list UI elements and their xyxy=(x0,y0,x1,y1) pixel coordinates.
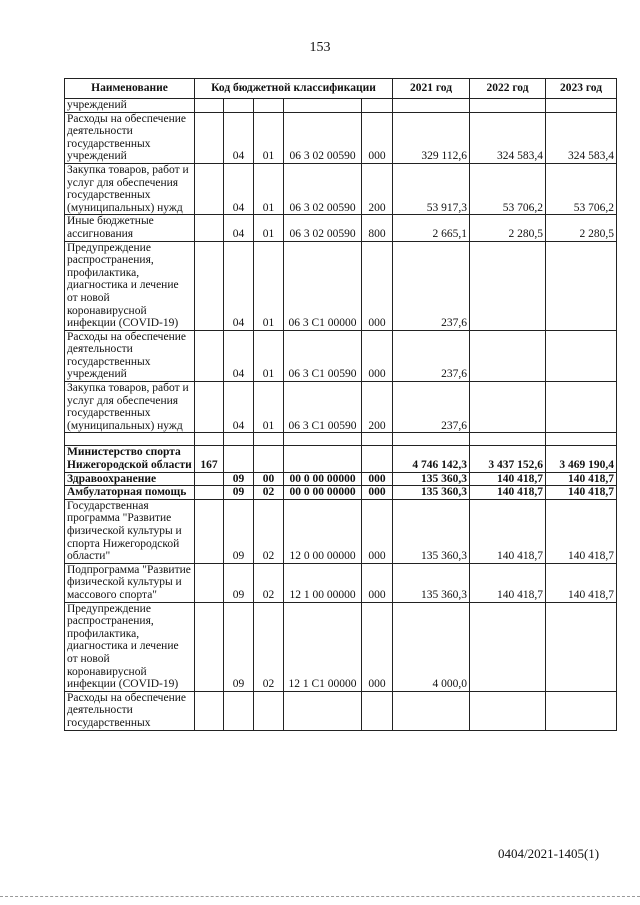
cell-y2023 xyxy=(546,241,617,330)
table-row xyxy=(65,163,617,214)
table-body xyxy=(65,99,617,731)
cell-csr: 06 3 02 00590 xyxy=(284,112,362,163)
empty-cell xyxy=(224,433,254,446)
cell-name: Подпрограмма "Развитие физической культуры и массового спорта" xyxy=(65,563,195,602)
table-row xyxy=(65,112,617,163)
cell-rz: 04 xyxy=(224,215,254,241)
cell-y2021: 237,6 xyxy=(393,382,470,433)
cell-vedom xyxy=(195,563,224,602)
cell-y2022 xyxy=(470,382,546,433)
cell-rz xyxy=(224,446,254,472)
empty-cell xyxy=(195,433,224,446)
header-name: Наименование xyxy=(65,79,195,99)
scan-edge-divider xyxy=(0,896,640,897)
cell-pr: 01 xyxy=(254,215,284,241)
cell-vedom xyxy=(195,472,224,486)
budget-table xyxy=(64,78,617,731)
cell-pr: 00 xyxy=(254,472,284,486)
cell-y2023: 2 280,5 xyxy=(546,215,617,241)
empty-cell xyxy=(546,433,617,446)
cell-vr: 200 xyxy=(362,382,393,433)
cell-vedom xyxy=(195,163,224,214)
document-code: 0404/2021-1405(1) xyxy=(498,846,600,861)
cell-csr: 06 3 02 00590 xyxy=(284,215,362,241)
cell-y2021: 4 000,0 xyxy=(393,602,470,691)
cell-pr: 01 xyxy=(254,241,284,330)
cell-name: Амбулаторная помощь xyxy=(65,486,195,500)
cell-y2021: 53 917,3 xyxy=(393,163,470,214)
cell-y2023: 53 706,2 xyxy=(546,163,617,214)
cell-name: Закупка товаров, работ и услуг для обеспечения государственных (муниципальных) нужд xyxy=(65,382,195,433)
cell-vr: 000 xyxy=(362,112,393,163)
table-row xyxy=(65,446,617,472)
cell-vr: 000 xyxy=(362,241,393,330)
cell-name: Министерство спорта Нижегородской области xyxy=(65,446,195,472)
cell-vr xyxy=(362,691,393,730)
cell-rz: 04 xyxy=(224,382,254,433)
empty-cell xyxy=(470,433,546,446)
cell-pr: 02 xyxy=(254,602,284,691)
cell-vr: 000 xyxy=(362,563,393,602)
table-row xyxy=(65,215,617,241)
cell-pr: 01 xyxy=(254,163,284,214)
page-number: 153 xyxy=(309,40,331,55)
cell-y2021: 135 360,3 xyxy=(393,486,470,500)
cell-y2023: 140 418,7 xyxy=(546,472,617,486)
header-2023: 2023 год xyxy=(546,79,617,99)
cell-y2021: 237,6 xyxy=(393,241,470,330)
cell-vr: 200 xyxy=(362,163,393,214)
cell-csr: 12 1 C1 00000 xyxy=(284,602,362,691)
cell-y2022 xyxy=(470,602,546,691)
cell-rz: 04 xyxy=(224,112,254,163)
cell-vedom xyxy=(195,99,224,113)
cell-pr xyxy=(254,691,284,730)
cell-rz: 09 xyxy=(224,602,254,691)
cell-y2023: 140 418,7 xyxy=(546,486,617,500)
cell-vr: 000 xyxy=(362,330,393,381)
cell-rz: 09 xyxy=(224,472,254,486)
cell-y2021: 237,6 xyxy=(393,330,470,381)
cell-y2021: 135 360,3 xyxy=(393,472,470,486)
empty-cell xyxy=(254,433,284,446)
table-row xyxy=(65,241,617,330)
cell-name: Закупка товаров, работ и услуг для обеспечения государственных (муниципальных) нужд xyxy=(65,163,195,214)
cell-csr: 00 0 00 00000 xyxy=(284,472,362,486)
cell-csr: 06 3 02 00590 xyxy=(284,163,362,214)
cell-vr xyxy=(362,446,393,472)
cell-rz xyxy=(224,691,254,730)
table-row xyxy=(65,486,617,500)
cell-y2023: 140 418,7 xyxy=(546,499,617,563)
cell-csr xyxy=(284,691,362,730)
cell-rz: 04 xyxy=(224,241,254,330)
empty-cell xyxy=(65,433,195,446)
cell-y2021: 135 360,3 xyxy=(393,563,470,602)
table-row xyxy=(65,330,617,381)
cell-y2022 xyxy=(470,241,546,330)
cell-vedom xyxy=(195,486,224,500)
cell-rz: 09 xyxy=(224,486,254,500)
cell-vedom xyxy=(195,382,224,433)
cell-y2021: 4 746 142,3 xyxy=(393,446,470,472)
table-row xyxy=(65,602,617,691)
cell-vedom xyxy=(195,215,224,241)
cell-vr: 800 xyxy=(362,215,393,241)
cell-vedom xyxy=(195,241,224,330)
cell-y2021: 135 360,3 xyxy=(393,499,470,563)
table-row xyxy=(65,382,617,433)
cell-vedom xyxy=(195,691,224,730)
cell-vr xyxy=(362,99,393,113)
cell-name: Иные бюджетные ассигнования xyxy=(65,215,195,241)
cell-name: Расходы на обеспечение деятельности государственных учреждений xyxy=(65,330,195,381)
cell-y2023 xyxy=(546,99,617,113)
table-header-row xyxy=(65,79,617,99)
cell-y2023 xyxy=(546,602,617,691)
cell-name: Государственная программа "Развитие физической культуры и спорта Нижегородской области" xyxy=(65,499,195,563)
cell-csr: 12 1 00 00000 xyxy=(284,563,362,602)
cell-y2022 xyxy=(470,99,546,113)
header-code: Код бюджетной классификации xyxy=(195,79,393,99)
cell-y2022: 2 280,5 xyxy=(470,215,546,241)
cell-y2021 xyxy=(393,99,470,113)
cell-rz xyxy=(224,99,254,113)
cell-pr: 01 xyxy=(254,382,284,433)
cell-rz: 04 xyxy=(224,330,254,381)
cell-pr: 01 xyxy=(254,112,284,163)
cell-vedom xyxy=(195,112,224,163)
cell-csr xyxy=(284,446,362,472)
cell-y2022 xyxy=(470,691,546,730)
cell-csr: 06 3 C1 00590 xyxy=(284,382,362,433)
cell-pr: 02 xyxy=(254,486,284,500)
cell-y2021: 2 665,1 xyxy=(393,215,470,241)
cell-pr xyxy=(254,446,284,472)
cell-vedom xyxy=(195,602,224,691)
cell-pr: 02 xyxy=(254,499,284,563)
cell-y2022: 140 418,7 xyxy=(470,499,546,563)
cell-name: Здравоохранение xyxy=(65,472,195,486)
cell-vr: 000 xyxy=(362,499,393,563)
table-row xyxy=(65,472,617,486)
cell-y2022: 53 706,2 xyxy=(470,163,546,214)
cell-name: учреждений xyxy=(65,99,195,113)
cell-y2022 xyxy=(470,330,546,381)
cell-vr: 000 xyxy=(362,472,393,486)
cell-y2023: 324 583,4 xyxy=(546,112,617,163)
cell-vr: 000 xyxy=(362,602,393,691)
cell-y2023 xyxy=(546,691,617,730)
empty-cell xyxy=(393,433,470,446)
cell-vr: 000 xyxy=(362,486,393,500)
cell-name: Расходы на обеспечение деятельности государственных xyxy=(65,691,195,730)
table-row xyxy=(65,99,617,113)
cell-csr: 12 0 00 00000 xyxy=(284,499,362,563)
cell-y2021: 329 112,6 xyxy=(393,112,470,163)
cell-name: Предупреждение распространения, профилактика, диагностика и лечение от новой коронавирусной инфекции (COVID-19) xyxy=(65,241,195,330)
table-row xyxy=(65,433,617,446)
header-2021: 2021 год xyxy=(393,79,470,99)
cell-y2022: 140 418,7 xyxy=(470,486,546,500)
cell-pr: 01 xyxy=(254,330,284,381)
table-row xyxy=(65,499,617,563)
header-2022: 2022 год xyxy=(470,79,546,99)
cell-vedom xyxy=(195,330,224,381)
cell-y2023: 3 469 190,4 xyxy=(546,446,617,472)
cell-y2021 xyxy=(393,691,470,730)
cell-y2023 xyxy=(546,382,617,433)
cell-csr xyxy=(284,99,362,113)
cell-y2022: 3 437 152,6 xyxy=(470,446,546,472)
table-row xyxy=(65,691,617,730)
table-row xyxy=(65,563,617,602)
empty-cell xyxy=(284,433,362,446)
cell-y2023: 140 418,7 xyxy=(546,563,617,602)
cell-y2023 xyxy=(546,330,617,381)
cell-pr: 02 xyxy=(254,563,284,602)
cell-rz: 09 xyxy=(224,563,254,602)
cell-csr: 00 0 00 00000 xyxy=(284,486,362,500)
cell-rz: 04 xyxy=(224,163,254,214)
cell-rz: 09 xyxy=(224,499,254,563)
cell-vedom: 167 xyxy=(195,446,224,472)
cell-csr: 06 3 C1 00000 xyxy=(284,241,362,330)
cell-name: Расходы на обеспечение деятельности государственных учреждений xyxy=(65,112,195,163)
cell-y2022: 140 418,7 xyxy=(470,563,546,602)
cell-y2022: 324 583,4 xyxy=(470,112,546,163)
cell-csr: 06 3 C1 00590 xyxy=(284,330,362,381)
cell-vedom xyxy=(195,499,224,563)
cell-y2022: 140 418,7 xyxy=(470,472,546,486)
cell-name: Предупреждение распространения, профилактика, диагностика и лечение от новой коронавирусной инфекции (COVID-19) xyxy=(65,602,195,691)
cell-pr xyxy=(254,99,284,113)
empty-cell xyxy=(362,433,393,446)
